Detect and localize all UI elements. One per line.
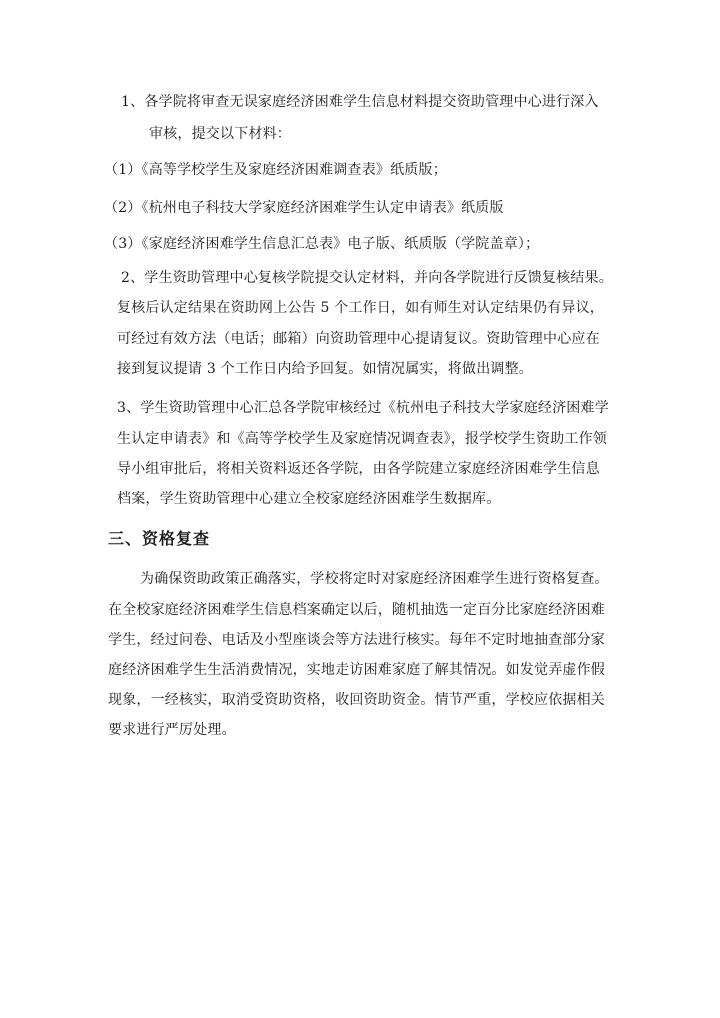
step2-line1: 2、学生资助管理中心复核学院提交认定材料，并向各学院进行反馈复核结果。 xyxy=(121,270,613,286)
section-3-para-line3: 学生，经过问卷、电话及小型座谈会等方法进行核实。每年不定时地抽查部分家 xyxy=(108,632,605,648)
step3-line2: 生认定申请表》和《高等学校学生及家庭情况调查表》，报学校学生资助工作领 xyxy=(117,431,607,447)
material-item-3: （3）《家庭经济困难学生信息汇总表》电子版、纸质版（学院盖章）； xyxy=(104,236,540,252)
step3-line4: 档案，学生资助管理中心建立全校家庭经济困难学生数据库。 xyxy=(117,491,501,507)
step3-line3: 导小组审批后，将相关资料返还各学院，由各学院建立家庭经济困难学生信息 xyxy=(117,461,600,477)
section-3-para-line6: 要求进行严厉处理。 xyxy=(108,722,236,738)
step2-line4: 接到复议提请 3 个工作日内给予回复。如情况属实，将做出调整。 xyxy=(117,361,534,377)
step1-line2: 审核，提交以下材料： xyxy=(149,126,291,142)
material-item-2: （2）《杭州电子科技大学家庭经济困难学生认定申请表》纸质版 xyxy=(104,200,504,216)
material-item-1: （1）《高等学校学生及家庭经济困难调查表》纸质版； xyxy=(104,162,447,178)
section-3-para-line4: 庭经济困难学生生活消费情况，实地走访困难家庭了解其情况。如发觉弄虚作假 xyxy=(108,662,605,678)
step3-line1: 3、学生资助管理中心汇总各学院审核经过《杭州电子科技大学家庭经济困难学 xyxy=(117,400,609,416)
step2-line3: 可经过有效方法（电话；邮箱）向资助管理中心提请复议。资助管理中心应在 xyxy=(117,331,600,347)
step1-line1: 1、各学院将审查无误家庭经济困难学生信息材料提交资助管理中心进行深入 xyxy=(121,94,599,110)
step2-line2: 复核后认定结果在资助网上公告 5 个工作日，如有师生对认定结果仍有异议， xyxy=(117,300,605,316)
section-3-para-line5: 现象，一经核实，取消受资助资格，收回资助资金。情节严重，学校应依据相关 xyxy=(108,692,605,708)
section-3-para-line1: 为确保资助政策正确落实，学校将定时对家庭经济困难学生进行资格复查。 xyxy=(140,571,609,587)
section-3-heading: 三、资格复查 xyxy=(108,529,211,548)
section-3-para-line2: 在全校家庭经济困难学生信息档案确定以后，随机抽选一定百分比家庭经济困难 xyxy=(108,602,605,618)
